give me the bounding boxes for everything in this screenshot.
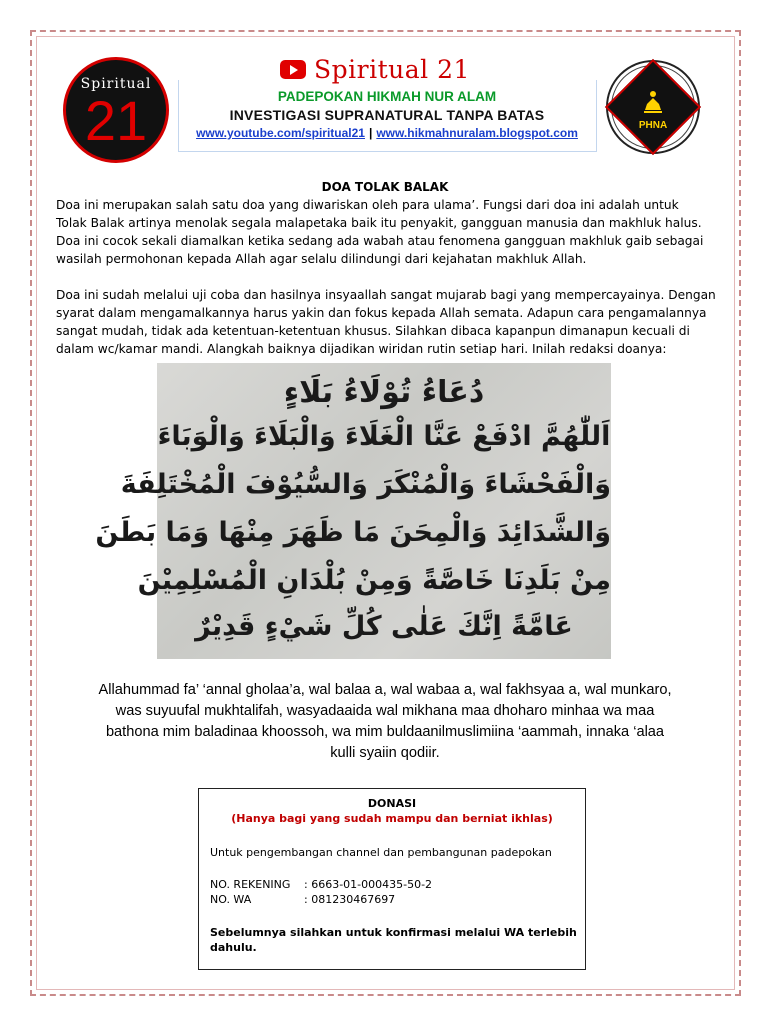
logo-left-number: 21 bbox=[84, 89, 148, 152]
transliteration bbox=[40, 680, 730, 764]
brand-name: Spiritual 21 bbox=[314, 54, 470, 84]
donation-note bbox=[199, 812, 585, 825]
paragraph-line: syarat dalam mengamalkannya harus yakin dan fokus kepada Allah semata. Adapun cara pengamalannya bbox=[56, 306, 707, 320]
bank-account-label: NO. REKENING bbox=[210, 878, 291, 891]
header-subtitle-investigasi: INVESTIGASI SUPRANATURAL TANPA BATAS bbox=[229, 107, 545, 123]
bank-account-row bbox=[210, 878, 432, 891]
arabic-prayer-line: مِنْ بَلَدِنَا خَاصَّةً وَمِنْ بُلْدَانِ الْمُسْلِمِيْنَ bbox=[137, 565, 611, 596]
donation-purpose: Untuk pengembangan channel dan pembangunan padepokan bbox=[210, 846, 552, 859]
donation-title: DONASI bbox=[367, 797, 417, 810]
whatsapp-row bbox=[210, 893, 395, 906]
note-close-paren: ) bbox=[547, 812, 553, 825]
paragraph-usage bbox=[56, 286, 716, 358]
donation-box bbox=[198, 788, 586, 970]
whatsapp-label: NO. WA bbox=[210, 893, 252, 906]
arabic-prayer-line: اَللّٰهُمَّ ادْفَعْ عَنَّا الْغَلَاءَ وَالْبَلَاءَ وَالْوَبَاءَ bbox=[157, 421, 611, 452]
arabic-prayer-photo bbox=[95, 363, 611, 659]
transliteration-line: kulli syaiin qodiir. bbox=[330, 745, 440, 761]
youtube-play-icon bbox=[280, 60, 306, 79]
arabic-prayer-line: وَالشَّدَائِدَ وَالْمِحَنَ مَا ظَهَرَ مِنْهَا وَمَا بَطَنَ bbox=[95, 517, 611, 548]
transliteration-line: Allahummad fa’ ‘annal gholaa’a, wal balaa a, wal wabaa a, wal fakhsyaa a, wal munkaro, bbox=[98, 682, 672, 698]
header-subtitle-padepokan: PADEPOKAN HIKMAH NUR ALAM bbox=[277, 89, 497, 104]
paragraph-intro bbox=[56, 196, 716, 268]
header-divider-bottom bbox=[178, 151, 596, 152]
youtube-link[interactable]: www.youtube.com/spiritual21 bbox=[196, 126, 365, 140]
paragraph-line: wasilah permohonan kepada Allah agar selalu dilindungi dari kejahatan makhluk Allah. bbox=[56, 252, 587, 266]
header-links bbox=[178, 126, 596, 140]
emblem-text: PHNA bbox=[638, 120, 668, 131]
paragraph-line: Doa ini merupakan salah satu doa yang diwariskan oleh para ulama’. Fungsi dari doa ini adalah untuk bbox=[56, 198, 679, 212]
arabic-prayer-line: عَامَّةً اِنَّكَ عَلٰى كُلِّ شَيْءٍ قَدِيْرٌ bbox=[195, 611, 573, 642]
blog-link[interactable]: www.hikmahnuralam.blogspot.com bbox=[376, 126, 578, 140]
paragraph-line: Doa ini cocok sekali diamalkan ketika sedang ada wabah atau fenomena gangguan makhluk gaib sebagai bbox=[56, 234, 704, 248]
paragraph-line: Doa ini sudah melalui uji coba dan hasilnya insyaallah sangat mujarab bagi yang mempercayainya. Dengan bbox=[56, 288, 716, 302]
link-separator: | bbox=[368, 126, 373, 140]
arabic-prayer-line: وَالْفَحْشَاءَ وَالْمُنْكَرَ وَالسُّيُوْفَ الْمُخْتَلِفَةَ bbox=[120, 469, 611, 500]
meditation-figure-icon bbox=[643, 90, 663, 114]
note-open-paren: ( bbox=[231, 812, 237, 825]
phna-emblem bbox=[606, 60, 700, 154]
doc-title: DOA TOLAK BALAK bbox=[321, 180, 449, 194]
arabic-prayer-heading: دُعَاءُ تُوْلَاءُ بَلَاءٍ bbox=[283, 375, 485, 410]
whatsapp-value: : 081230467697 bbox=[304, 893, 396, 906]
header-divider-right bbox=[596, 80, 597, 152]
transliteration-line: bathona mim baladinaa khoossoh, wa mim buldaanilmuslimiina ‘aammah, innaka ‘alaa bbox=[105, 724, 665, 740]
paragraph-line: sangat mudah, tidak ada ketentuan-ketentuan khusus. Silahkan dibaca kapanpun dimanapun kecuali di bbox=[56, 324, 690, 338]
paragraph-line: dalam wc/kamar mandi. Alangkah baiknya dijadikan wiridan rutin setiap hari. Inilah redaksi doanya: bbox=[56, 342, 667, 356]
brand-title bbox=[280, 54, 470, 84]
confirmation-text-line1: Sebelumnya silahkan untuk konfirmasi melalui WA terlebih bbox=[210, 926, 577, 939]
confirmation-text-line2: dahulu. bbox=[210, 941, 257, 954]
bank-account-value: : 6663-01-000435-50-2 bbox=[304, 878, 433, 891]
paragraph-line: Tolak Balak artinya menolak segala malapetaka baik itu penyakit, gangguan manusia dan makhluk halus. bbox=[56, 216, 702, 230]
logo-left-top-text: Spiritual bbox=[80, 76, 152, 92]
spiritual21-logo bbox=[63, 57, 169, 163]
donation-note-text: Hanya bagi yang sudah mampu dan berniat ikhlas bbox=[236, 812, 548, 825]
transliteration-line: was suyuufal mukhtalifah, wasyadaaida wal mikhana maa dhoharo minhaa wa maa bbox=[115, 703, 655, 719]
